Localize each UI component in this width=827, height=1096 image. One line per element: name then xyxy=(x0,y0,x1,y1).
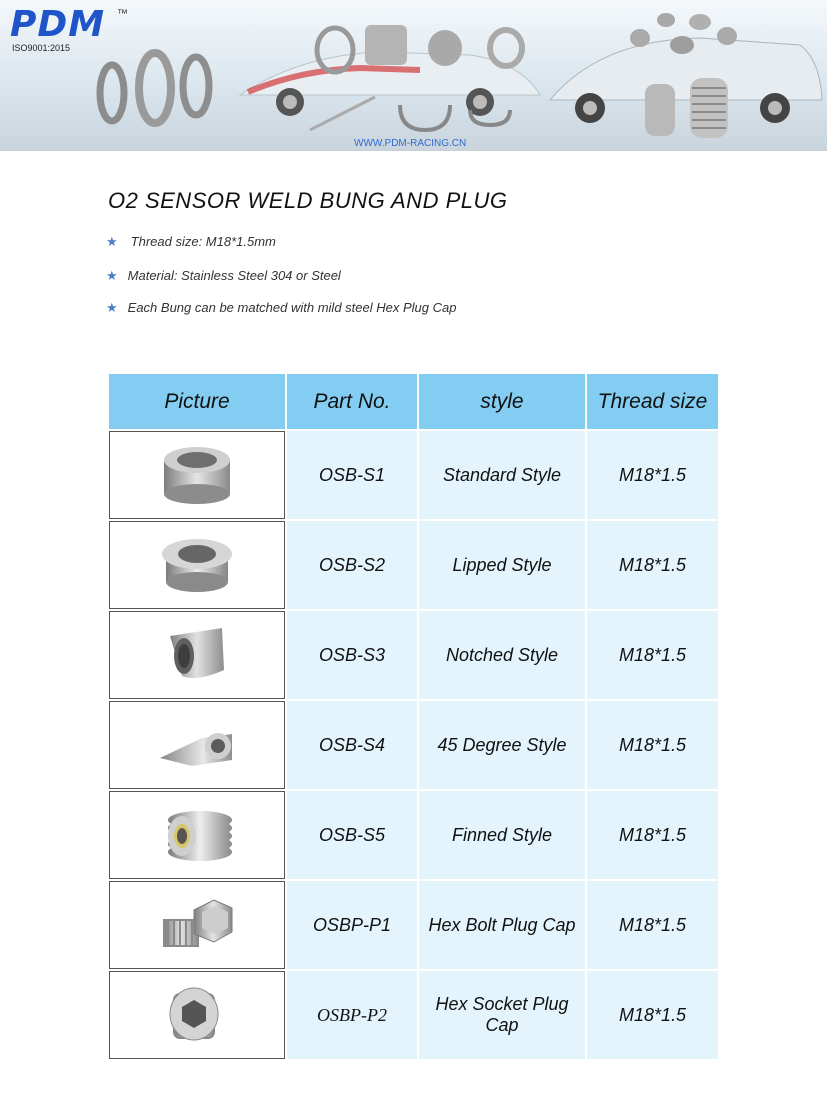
lipped-bung-photo xyxy=(152,528,242,598)
style-name: Lipped Style xyxy=(419,521,585,609)
thread-size: M18*1.5 xyxy=(587,521,718,609)
part-number: OSB-S1 xyxy=(287,431,417,519)
hex-bolt-plug-photo xyxy=(152,888,242,958)
product-picture xyxy=(109,611,285,699)
star-icon: ★ xyxy=(106,300,118,315)
table-row xyxy=(109,791,718,879)
product-picture xyxy=(109,881,285,969)
header-style: style xyxy=(419,374,585,429)
page-title: O2 SENSOR WELD BUNG AND PLUG xyxy=(108,188,508,213)
bullet-text: Material: Stainless Steel 304 or Steel xyxy=(127,268,341,283)
part-number: OSB-S2 xyxy=(287,521,417,609)
header-part-no: Part No. xyxy=(287,374,417,429)
bullet-text: Thread size: M18*1.5mm xyxy=(130,234,276,249)
45-degree-bung-photo xyxy=(152,708,242,778)
product-picture xyxy=(109,521,285,609)
style-name: Hex Bolt Plug Cap xyxy=(419,881,585,969)
header-thread-size: Thread size xyxy=(587,374,718,429)
star-icon: ★ xyxy=(106,268,118,283)
bullet-material xyxy=(106,268,341,284)
table-row xyxy=(109,701,718,789)
star-icon: ★ xyxy=(106,234,118,249)
part-number: OSBP-P2 xyxy=(287,971,417,1059)
table-row xyxy=(109,881,718,969)
company-logo: PDM xyxy=(10,4,106,45)
website-link[interactable]: WWW.PDM-RACING.CN xyxy=(354,138,467,149)
part-number: OSB-S3 xyxy=(287,611,417,699)
bullet-plug-cap xyxy=(106,300,456,316)
style-name: Notched Style xyxy=(419,611,585,699)
style-name: Hex Socket Plug Cap xyxy=(419,971,585,1059)
thread-size: M18*1.5 xyxy=(587,971,718,1059)
table-row xyxy=(109,431,718,519)
bullet-thread-size xyxy=(106,234,276,250)
part-number: OSB-S4 xyxy=(287,701,417,789)
style-name: 45 Degree Style xyxy=(419,701,585,789)
table-header-row xyxy=(109,374,718,429)
bullet-text: Each Bung can be matched with mild steel Hex Plug Cap xyxy=(127,300,457,315)
product-picture xyxy=(109,431,285,519)
header-banner xyxy=(0,0,827,151)
style-name: Standard Style xyxy=(419,431,585,519)
trademark-symbol: ™ xyxy=(117,8,128,20)
standard-bung-photo xyxy=(152,438,242,508)
part-number: OSB-S5 xyxy=(287,791,417,879)
thread-size: M18*1.5 xyxy=(587,701,718,789)
style-name: Finned Style xyxy=(419,791,585,879)
product-table xyxy=(107,372,720,1061)
hex-socket-plug-photo xyxy=(152,978,242,1048)
product-picture xyxy=(109,971,285,1059)
iso-certification: ISO9001:2015 xyxy=(12,43,71,53)
product-picture xyxy=(109,791,285,879)
notched-bung-photo xyxy=(152,618,242,688)
table-row xyxy=(109,521,718,609)
finned-bung-photo xyxy=(152,798,242,868)
header-picture: Picture xyxy=(109,374,285,429)
banner-product-collage xyxy=(0,0,827,150)
table-row xyxy=(109,611,718,699)
thread-size: M18*1.5 xyxy=(587,431,718,519)
thread-size: M18*1.5 xyxy=(587,611,718,699)
table-row xyxy=(109,971,718,1059)
product-picture xyxy=(109,701,285,789)
part-number: OSBP-P1 xyxy=(287,881,417,969)
thread-size: M18*1.5 xyxy=(587,881,718,969)
thread-size: M18*1.5 xyxy=(587,791,718,879)
